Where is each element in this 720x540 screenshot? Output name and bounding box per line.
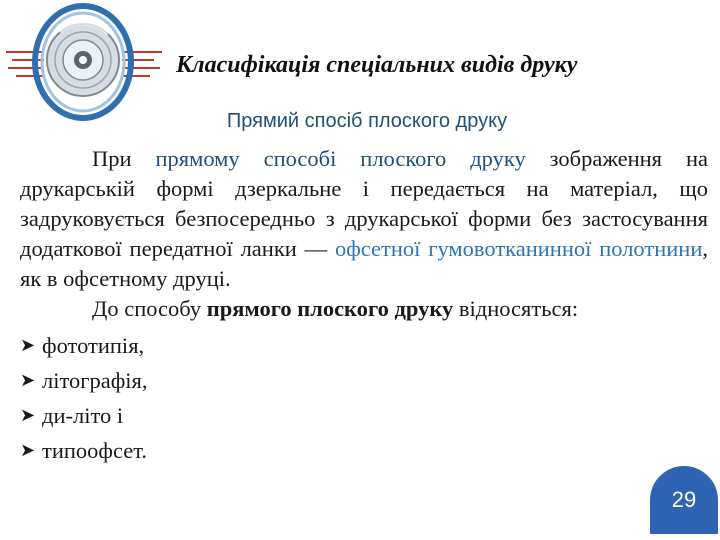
highlight-link-term: офсетної гумовотканинної полотнини	[334, 236, 703, 261]
list-item: ➤ ди-літо і	[20, 398, 708, 433]
methods-list	[20, 328, 708, 468]
arrowhead-bullet-icon: ➤	[20, 335, 36, 356]
highlight-term: прямому способі плоского друку	[155, 146, 526, 171]
bold-term: прямого плоского друку	[206, 296, 454, 321]
page-number-badge: 29	[650, 466, 718, 534]
paragraph-includes: До способу прямого плоского друку відносяться:	[92, 296, 579, 321]
slide-title: Класифікація спеціальних видів друку	[176, 52, 578, 78]
cd-disc-logo-icon	[4, 2, 164, 122]
slide-subtitle: Прямий спосіб плоского друку	[226, 110, 508, 132]
list-item: ➤ літографія,	[20, 363, 708, 398]
arrowhead-bullet-icon: ➤	[20, 440, 36, 461]
list-item: ➤ типоофсет.	[20, 433, 708, 468]
slide-body	[20, 144, 708, 468]
arrowhead-bullet-icon: ➤	[20, 405, 36, 426]
paragraph-direct-printing: При прямому способі плоского друку зображення на друкарській формі дзеркальне і передається на матеріал, що задруковується безпосередньо з друкарської форми без застосування додаткової передатної ланки — офсетної гумовотканинної полотнини, як в офсетному друці.	[20, 146, 709, 291]
arrowhead-bullet-icon: ➤	[20, 370, 36, 391]
list-item: ➤ фототипія,	[20, 328, 708, 363]
